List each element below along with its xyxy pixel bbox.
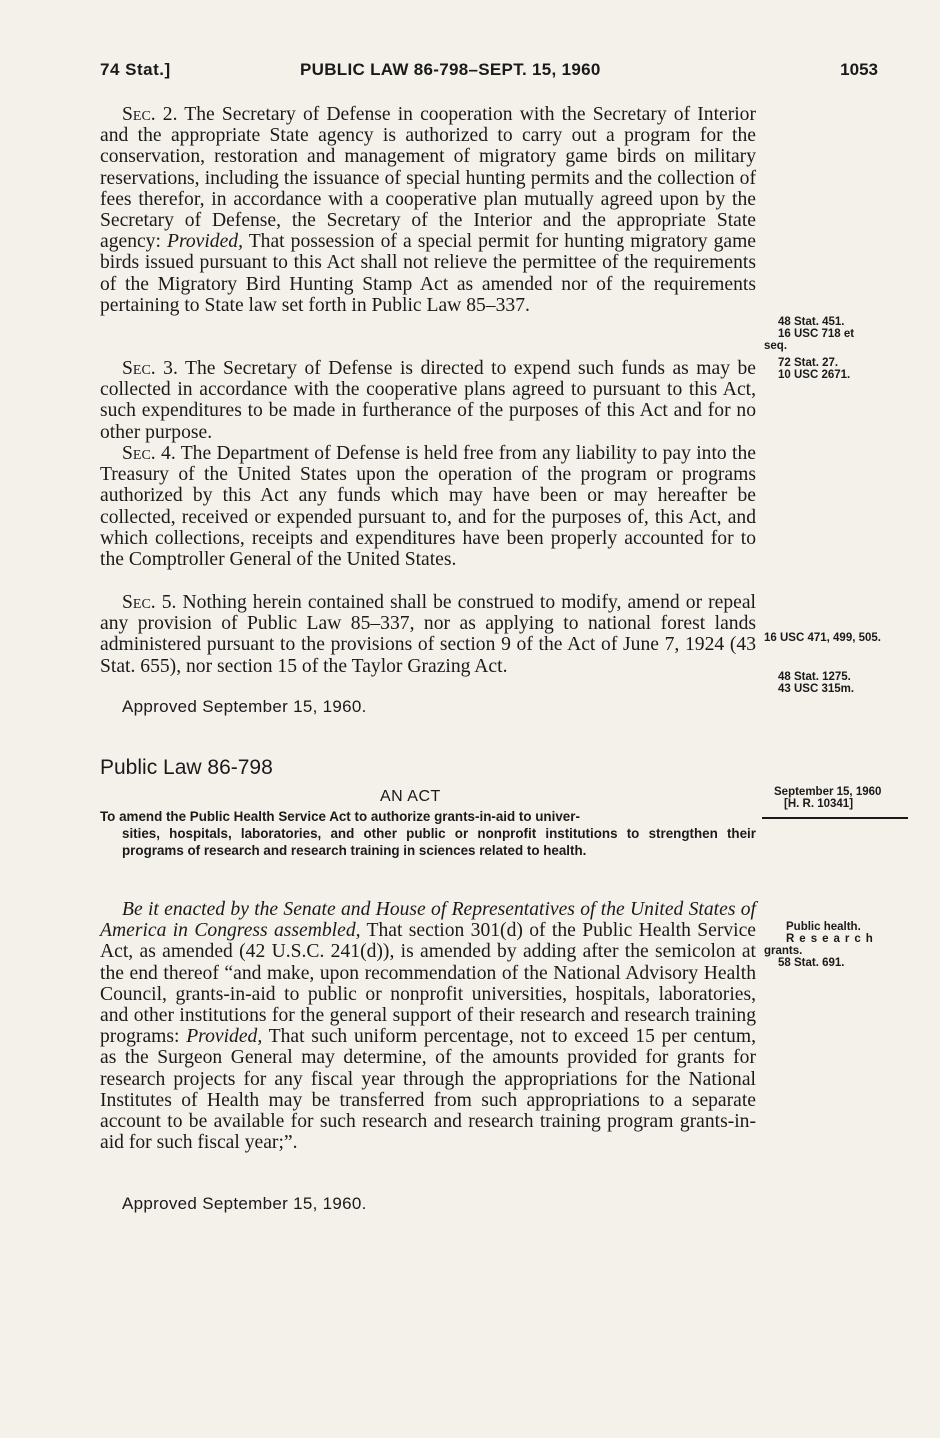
margin-note-bill-date: September 15, 1960 [H. R. 10341] [774, 786, 882, 810]
section-3 [100, 358, 756, 443]
public-law-title: Public Law 86-798 [100, 756, 273, 779]
section-text: The Department of Defense is held free from any liability to pay into the Treasury of the United States upon the operation of the program or programs authorized by this Act any funds which may have been or may hereafter be collected, received or expended pursuant to, and for the purposes of, this Act, and which collections, receipts and expenditures have been properly accounted for to the Comptroller General of the United States. [100, 443, 756, 571]
section-5 [100, 592, 756, 677]
section-text: The Secretary of Defense is directed to expend such funds as may be collected in accordance with the cooperative plans agreed to pursuant to this Act, such expenditures to be made in furtherance of the purposes of this Act and for no other purpose. [100, 358, 757, 443]
enacting-formula: Be it enacted by the Senate and House of Representatives of the United States of America in Congress assembled, [100, 899, 756, 942]
section-4 [100, 443, 756, 570]
running-header [100, 60, 878, 86]
margin-note-citation: 48 Stat. 1275. 43 USC 315m. [778, 671, 855, 695]
section-2 [100, 104, 756, 316]
act-purpose: To amend the Public Health Service Act to authorize grants-in-aid to univer- sities, hospitals, laboratories, and other public or nonprofit institutions to strengthen their programs of research and research training in sciences related to health. [100, 809, 756, 858]
header-title: PUBLIC LAW 86-798–SEPT. 15, 1960 [300, 60, 601, 79]
margin-note-citation: 72 Stat. 27. 10 USC 2671. [778, 357, 851, 381]
section-label: Sec. 3. [122, 358, 178, 379]
section-label: Sec. 4. [122, 443, 176, 464]
section-text: That possession of a special permit for hunting migratory game birds issued pursuant to this Act shall not relieve the permittee of the requirements of the Migratory Bird Hunting Stamp Act as amended nor of the requirements pertaining to State law set forth in Public Law 85–337. [100, 231, 757, 316]
margin-note-citation: 48 Stat. 451. 16 USC 718 et seq. [764, 316, 855, 352]
section-label: Sec. 2. [122, 104, 178, 125]
section-label: Sec. 5. [122, 592, 177, 613]
volume-reference: 74 Stat.] [100, 60, 171, 79]
page-number: 1053 [840, 60, 878, 79]
an-act-heading: AN ACT [380, 788, 441, 805]
approval-date: Approved September 15, 1960. [122, 697, 367, 716]
section-text: The Secretary of Defense in cooperation with the Secretary of Interior and the appropriate State agency is authorized to carry out a program for the conservation, restoration and management of migratory game birds on military reservations, including the issuance of special hunting permits and the collection of fees therefor, in accordance with a cooperative plan mutually agreed upon by the Secretary of Defense, the Secretary of the Interior and the appropriate State agency: [100, 104, 756, 253]
enacting-clause [100, 899, 756, 1153]
section-text: Nothing herein contained shall be construed to modify, amend or repeal any provision of Public Law 85–337, nor as applying to national forest lands administered pursuant to the provisions of section 9 of the Act of June 7, 1924 (43 Stat. 655), nor section 15 of the Taylor Grazing Act. [100, 592, 757, 677]
proviso-word: Provided, [167, 231, 243, 253]
section-text: That section 301(d) of the Public Health Service Act, as amended (42 U.S.C. 241(d)), is amended by adding after the semicolon at the end thereof “and make, upon recommendation of the National Advisory Health Council, grants-in-aid to public or nonprofit universities, hospitals, laboratories, and other institutions for the general support of their research and research training programs: [100, 920, 756, 1048]
proviso-word: Provided, [186, 1026, 263, 1048]
margin-note-citation: 16 USC 471, 499, 505. [764, 632, 881, 644]
approval-date: Approved September 15, 1960. [122, 1194, 367, 1213]
margin-note-subject: Public health. Research grants. 58 Stat. 691. [764, 921, 878, 969]
divider-rule [762, 817, 908, 819]
section-text: That such uniform percentage, not to exceed 15 per centum, as the Surgeon General may determine, of the amounts provided for grants for research projects for any fiscal year through the appropriations for the National Institutes of Health may be transferred from such appropriations to a separate account to be available for such research and research training program grants-in-aid for such fiscal year;”. [100, 1026, 756, 1154]
